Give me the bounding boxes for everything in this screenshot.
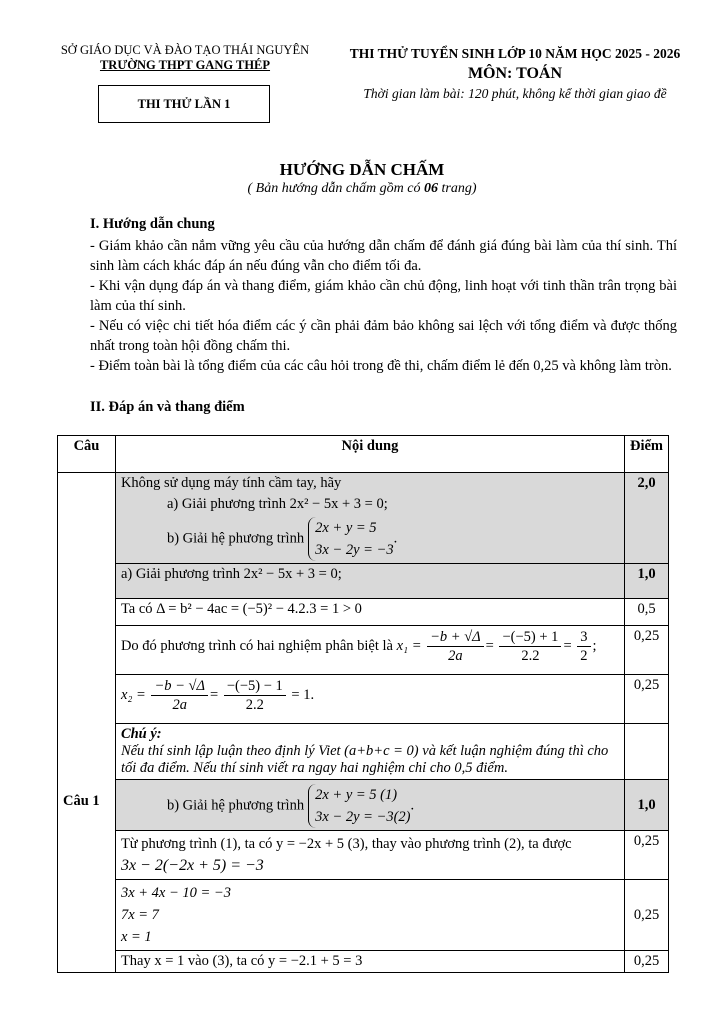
section1-heading: I. Hướng dẫn chung	[90, 216, 215, 232]
doc-title: HƯỚNG DẪN CHẤM	[279, 160, 445, 179]
table-row	[58, 675, 669, 724]
table-row	[58, 780, 669, 831]
score-cell: 0,5	[625, 599, 669, 626]
numerator: −b + √Δ	[427, 628, 484, 647]
answer-table	[57, 435, 669, 973]
fraction	[577, 628, 590, 665]
score-cell: 0,25	[625, 951, 669, 973]
prompt-part-b-label: b) Giải hệ phương trình	[166, 530, 305, 547]
table-row	[58, 951, 669, 973]
numerator: −(−5) − 1	[224, 677, 286, 696]
exam-round-box: THI THỬ LẦN 1	[98, 85, 270, 123]
denominator: 2a	[448, 648, 463, 664]
table-row	[58, 831, 669, 880]
solve-line: x = 1	[120, 929, 152, 945]
subtitle-pages: 06	[423, 181, 438, 196]
score-cell: 0,25	[625, 880, 669, 951]
fraction	[151, 677, 208, 714]
table-row	[58, 880, 669, 951]
duration: Thời gian làm bài: 120 phút, không kể thời gian giao đề	[363, 86, 667, 101]
equation-system	[308, 784, 410, 828]
numerator: −b − √Δ	[151, 677, 208, 696]
subtitle-pre: ( Bản hướng dẫn chấm gồm có	[247, 181, 424, 196]
substitution-equation: 3x − 2(−2x + 5) = −3	[120, 857, 264, 874]
x2-result: = 1.	[291, 686, 315, 703]
school-name: TRƯỜNG THPT GANG THÉP	[99, 58, 271, 72]
subtitle-post: trang)	[437, 181, 477, 196]
part-b-heading: b) Giải hệ phương trình 2x + y = 5 (1) 3x − 2y = −3(2) .	[115, 780, 624, 831]
exam-title: THI THỬ TUYỂN SINH LỚP 10 NĂM HỌC 2025 - 2026	[349, 46, 681, 61]
note-text: Nếu thí sinh lập luận theo định lý Viet (a+b+c = 0) và kết luận nghiệm đúng thì cho tối đa điểm. Nếu thí sinh viết ra ngay hai nghiệm chỉ cho 0,5 điểm.	[120, 743, 609, 776]
score-cell: 0,25	[625, 831, 669, 880]
numerator: 3	[577, 628, 590, 647]
table-header-row	[58, 436, 669, 473]
score-cell: 1,0	[625, 780, 669, 831]
equation-2: 3x − 2y = −3(2)	[315, 809, 411, 825]
back-substitution-step: Thay x = 1 vào (3), ta có y = −2.1 + 5 = 3	[115, 951, 624, 973]
table-row	[58, 599, 669, 626]
note-cell	[115, 724, 624, 780]
root-x1-step: Do đó phương trình có hai nghiệm phân biệt là x₁ = $\frac{-b + √\Delta}{2a}$ = $\frac{-(-5) + 1}{2.2}$ = $\frac{3}{2}$ ;	[115, 626, 624, 675]
question-label: Câu 1	[58, 473, 116, 973]
prompt-part-b: b) Giải hệ phương trình 2x + y = 5 3x − 2y = −3 .	[121, 517, 619, 561]
denominator: 2.2	[521, 648, 540, 664]
section2-heading: II. Đáp án và thang điểm	[90, 399, 245, 415]
note-title: Chú ý:	[120, 726, 162, 742]
fraction	[224, 677, 286, 714]
prompt-part-a: a) Giải phương trình 2x² − 5x + 3 = 0;	[166, 496, 388, 512]
header-content: Nội dung	[115, 436, 624, 473]
right-header	[335, 45, 695, 103]
table-row	[58, 724, 669, 780]
equation-2: 3x − 2y = −3	[315, 542, 394, 558]
doc-subtitle	[0, 181, 724, 197]
fraction	[427, 628, 484, 665]
denominator: 2a	[172, 697, 187, 713]
guideline-paragraph: - Điểm toàn bài là tổng điểm của các câu hỏi trong đề thi, chấm điểm lẻ đến 0,25 và không làm tròn.	[90, 358, 672, 374]
root-x1-text: Do đó phương trình có hai nghiệm phân biệt là	[120, 637, 393, 654]
department-name: SỞ GIÁO DỤC VÀ ĐÀO TẠO THÁI NGUYÊN	[60, 43, 310, 57]
score-cell-empty	[625, 724, 669, 780]
table-row	[58, 473, 669, 564]
subject: MÔN: TOÁN	[467, 65, 563, 82]
solve-steps	[115, 880, 624, 951]
header-question: Câu	[58, 436, 116, 473]
substitution-text: Từ phương trình (1), ta có y = −2x + 5 (3), thay vào phương trình (2), ta được	[120, 836, 572, 852]
x2-label: x₂ =	[120, 686, 146, 703]
section1-body	[57, 236, 677, 376]
denominator: 2	[580, 648, 588, 664]
prompt-intro: Không sử dụng máy tính cầm tay, hãy	[120, 475, 342, 491]
row-question-prompt	[115, 473, 624, 564]
guideline-paragraph: - Khi vận dụng đáp án và thang điểm, giám khảo cần chủ động, linh hoạt với tinh thần trân trọng bài làm của thí sinh.	[90, 278, 677, 314]
header-score: Điểm	[625, 436, 669, 473]
score-cell: 0,25	[625, 626, 669, 675]
denominator: 2.2	[245, 697, 264, 713]
x1-label: x₁ =	[396, 637, 422, 654]
table-row	[58, 564, 669, 599]
equation-system	[308, 517, 393, 561]
equation-1: 2x + y = 5 (1)	[315, 787, 398, 803]
left-header	[40, 43, 330, 73]
score-cell: 0,25	[625, 675, 669, 724]
numerator: −(−5) + 1	[499, 628, 561, 647]
substitution-step	[115, 831, 624, 880]
guideline-paragraph: - Giám khảo cần nắm vững yêu cầu của hướng dẫn chấm để đánh giá đúng bài làm của thí sinh. Thí sinh làm cách khác đáp án nếu đúng vẫn cho điểm tối đa.	[90, 238, 677, 274]
guideline-paragraph: - Nếu có việc chi tiết hóa điểm các ý cần phải đảm bảo không sai lệch với tổng điểm và được thống nhất trong toàn hội đồng chấm thi.	[90, 318, 677, 354]
fraction	[499, 628, 561, 665]
solve-line: 7x = 7	[120, 907, 159, 923]
part-a-heading: a) Giải phương trình 2x² − 5x + 3 = 0;	[115, 564, 624, 599]
discriminant-step: Ta có Δ = b² − 4ac = (−5)² − 4.2.3 = 1 > 0	[115, 599, 624, 626]
table-row	[58, 626, 669, 675]
root-x2-step: x₂ = $\frac{-b - √\Delta}{2a}$ = $\frac{-(-5) - 1}{2.2}$ = 1.	[115, 675, 624, 724]
part-b-label: b) Giải hệ phương trình	[166, 797, 305, 814]
score-cell: 1,0	[625, 564, 669, 599]
score-cell: 2,0	[625, 473, 669, 564]
solve-line: 3x + 4x − 10 = −3	[120, 885, 231, 901]
equation-1: 2x + y = 5	[315, 520, 377, 536]
